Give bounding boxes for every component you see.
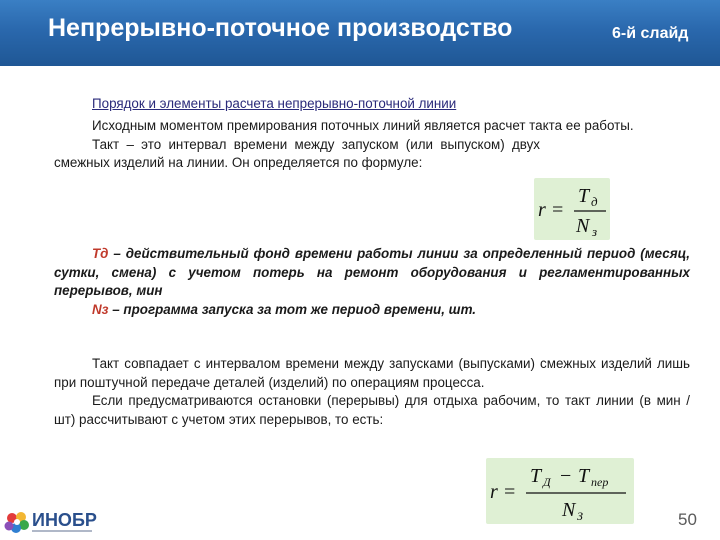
- formula2-lhs: r =: [490, 481, 517, 503]
- logo-text: ИНОБР: [32, 510, 97, 530]
- formula1-denominator-sub: з: [592, 224, 598, 239]
- formula1-denominator: N: [576, 215, 590, 237]
- section-heading: Порядок и элементы расчета непрерывно-поточной линии: [92, 96, 457, 111]
- nz-symbol: Nз: [92, 301, 109, 317]
- formula2-minus: −: [560, 465, 572, 487]
- formula-takt: [534, 178, 610, 240]
- paragraph-takt-start: Исходным моментом премирования поточных линий является расчет такта ее работы.: [92, 118, 634, 133]
- slide-title: Непрерывно-поточное производство: [48, 14, 513, 42]
- td-definition: [54, 245, 690, 301]
- formula-takt-svg: [534, 178, 610, 240]
- formula-takt-with-breaks: [486, 458, 634, 524]
- td-symbol: Тд: [92, 246, 109, 261]
- intro-text: [54, 117, 690, 173]
- paragraph-takt-breaks: Если предусматриваются остановки (перерывы) для отдыха рабочим, то такт линии (в мин / шт) рассчитывают с учетом этих перерывов, то есть:: [54, 393, 690, 427]
- formula-takt-with-breaks-svg: [486, 458, 634, 524]
- formula1-numerator: T: [578, 185, 590, 207]
- page-number: 50: [678, 510, 697, 529]
- nz-description: – программа запуска за тот же период времени, шт.: [108, 301, 477, 317]
- slide-header: [0, 0, 720, 66]
- formula1-lhs: r =: [538, 199, 565, 221]
- paragraph-takt-definition: [54, 136, 690, 173]
- breaks-text: [54, 355, 690, 429]
- formula2-num-a: T: [530, 465, 542, 487]
- formula2-num-a-sub: Д: [543, 475, 551, 489]
- formula1-numerator-sub: д: [591, 194, 598, 209]
- inobr-logo: [4, 508, 134, 534]
- formula2-num-b-sub: пер: [591, 475, 609, 489]
- symbol-definitions: [54, 245, 690, 319]
- td-description: – действительный фонд времени работы линии за определенный период (месяц, сутки, смена) с учетом потерь на ремонт оборудования и регламентированных перерывов, мин: [54, 246, 690, 298]
- formula2-denominator: N: [562, 499, 576, 521]
- takt-definition-text: Такт – это интервал времени между запуском (или выпуском) двух смежных изделий на линии. Он определяется по формуле:: [54, 136, 540, 170]
- formula2-num-b: T: [578, 465, 590, 487]
- nz-definition: [54, 301, 690, 320]
- logo-flower-icon: [4, 510, 30, 534]
- slide-number-label: 6-й слайд: [612, 25, 689, 42]
- paragraph-takt-coincides: Такт совпадает с интервалом времени между запусками (выпусками) смежных изделий лишь при поштучной передаче деталей (изделий) по операциям процесса.: [54, 356, 690, 390]
- formula2-denominator-sub: З: [577, 509, 583, 523]
- logo-underline: [32, 530, 92, 532]
